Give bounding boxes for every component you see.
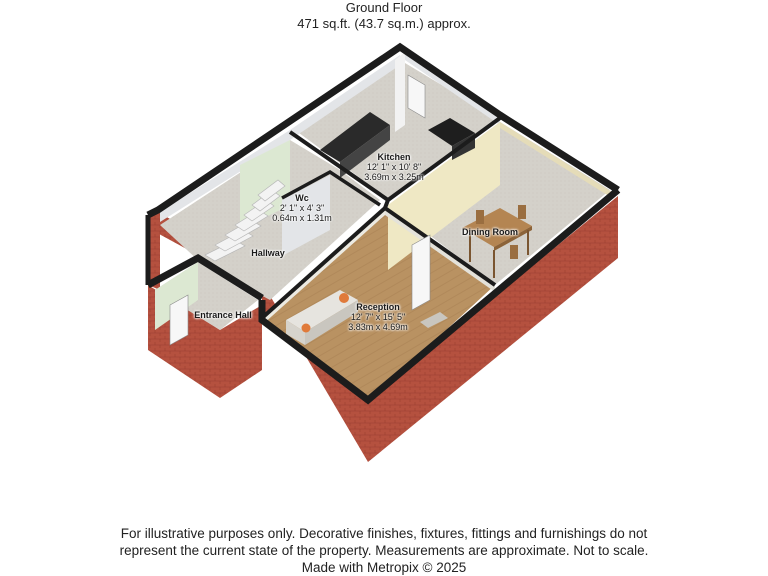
footer-disclaimer bbox=[0, 525, 768, 576]
room-label-kitchen bbox=[364, 152, 424, 182]
floor-area: 471 sq.ft. (43.7 sq.m.) approx. bbox=[297, 16, 471, 31]
reception-dim-metric: 3.83m x 4.69m bbox=[348, 322, 408, 332]
wc-name: Wc bbox=[295, 193, 309, 203]
disclaimer-line-2: represent the current state of the property. Measurements are approximate. Not to scale. bbox=[119, 543, 649, 558]
dining-name: Dining Room bbox=[462, 227, 518, 237]
reception-name: Reception bbox=[356, 302, 400, 312]
room-label-entrance bbox=[194, 310, 252, 320]
room-label-dining bbox=[462, 227, 518, 237]
wc-dim-metric: 0.64m x 1.31m bbox=[272, 213, 332, 223]
kitchen-dim-metric: 3.69m x 3.25m bbox=[364, 172, 424, 182]
wc-dim-imperial: 2' 1" x 4' 3" bbox=[279, 203, 325, 213]
room-label-reception bbox=[348, 302, 408, 332]
disclaimer-line-1: For illustrative purposes only. Decorative finishes, fixtures, fittings and furnishings do not bbox=[120, 526, 648, 541]
room-label-wc bbox=[272, 193, 332, 223]
kitchen-dim-imperial: 12' 1" x 10' 8" bbox=[366, 162, 422, 172]
floor-title: Ground Floor bbox=[345, 0, 423, 15]
entrance-name: Entrance Hall bbox=[194, 310, 252, 320]
reception-dim-imperial: 12' 7" x 15' 5" bbox=[350, 312, 406, 322]
kitchen-name: Kitchen bbox=[377, 152, 411, 162]
hallway-name: Hallway bbox=[251, 248, 285, 258]
made-with-credit: Made with Metropix © 2025 bbox=[301, 560, 467, 575]
room-label-hallway bbox=[251, 248, 285, 258]
